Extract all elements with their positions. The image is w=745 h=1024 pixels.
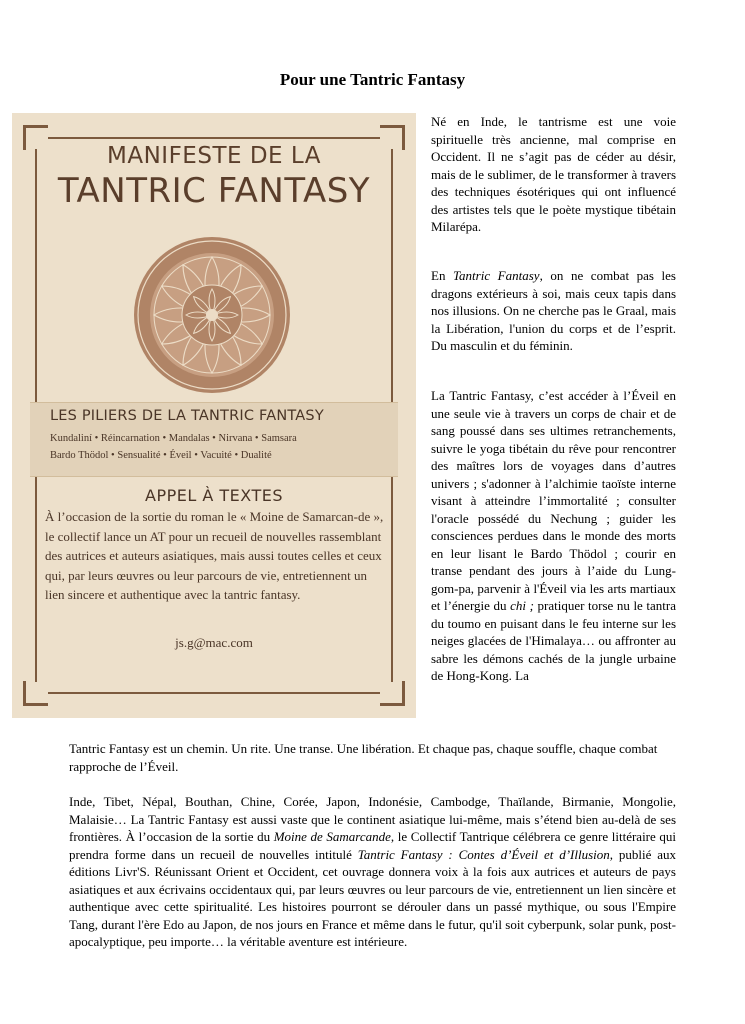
paragraph-collection bbox=[69, 793, 676, 951]
manifesto-poster bbox=[12, 113, 416, 718]
pillars-list-line1: Kundaliní • Réincarnation • Mandalas • Nirvana • Samsara bbox=[50, 433, 297, 444]
text-run-italic: chi ; bbox=[510, 598, 534, 613]
call-for-texts-title: APPEL À TEXTES bbox=[145, 486, 283, 505]
document-title: Pour une Tantric Fantasy bbox=[279, 70, 466, 89]
frame-corner-ornament-icon bbox=[23, 681, 48, 706]
poster-title-line2: TANTRIC FANTASY bbox=[57, 171, 371, 211]
text-run-italic: Tantric Fantasy bbox=[453, 268, 540, 283]
text-run-italic: Moine de Samarcande bbox=[273, 829, 391, 844]
text-run: , on ne combat pas les dragons extérieurs à soi, mais ceux tapis dans nos illusions. On ne cherche pas le Graal, mais la Libération, l'union du corps et de l’esprit. Du masculin et du féminin. bbox=[431, 268, 676, 353]
pillars-band bbox=[30, 402, 398, 477]
poster-frame-bottom bbox=[48, 692, 380, 694]
contact-email: js.g@mac.com bbox=[175, 635, 253, 650]
poster-title-line1: MANIFESTE DE LA bbox=[107, 143, 321, 169]
call-for-texts-body: À l’occasion de la sortie du roman le « Moine de Samarcan-de », le collectif lance un AT pour un recueil de nouvelles rassemblant des autrices et auteurs asiatiques, mais aussi toutes celles et ceux qui, par leurs œuvres ou leur parcours de vie, entretiennent un lien sincere et authentique avec la tantric fantasy. bbox=[45, 509, 384, 602]
text-run: pratiquer torse nu le tantra du toumo en puisant dans le feu interne sur les neiges glacées de l'Himalaya… ou affronter au sabre les démons cachés de la jungle urbaine de Hong-Kong. La bbox=[431, 598, 676, 683]
text-run: La Tantric Fantasy, c’est accéder à l’Éveil en une seule vie à travers un corps de chair et de sang poussé dans ses ultimes retranchements, suivre le yoga tibétain du rêve pour rencontrer des maîtres lors de voyages dans d’autres univers ; s'adonner à l’alchimie taoïste interne visant à atteindre l’immortalité ; consulter l'oracle possédé du Nechung ; guider les consciences perdues dans le monde des morts en leur lisant le Bardo Thödol ; courir en transe pendant des jours à l’aide du Lung-gom-pa, parvenir à l'Éveil via les arts martiaux et l’énergie du bbox=[431, 388, 676, 613]
poster-frame-top bbox=[48, 137, 380, 139]
text-run-italic: Tantric Fantasy : Contes d’Éveil et d’Illusion, bbox=[357, 846, 614, 862]
mandala-icon bbox=[132, 235, 292, 395]
pillars-list-line2: Bardo Thödol • Sensualité • Éveil • Vacuité • Dualité bbox=[50, 450, 272, 461]
pillars-title: LES PILIERS DE LA TANTRIC FANTASY bbox=[50, 408, 324, 424]
paragraph-intro: Né en Inde, le tantrisme est une voie spirituelle très ancienne, mal comprise en Occident. Il ne s’agit pas de céder au désir, mais de le sublimer, de le transformer à travers des techniques ésotériques qui ont influencé des artistes tels que le poète mystique tibétain Milarépa. bbox=[431, 114, 676, 234]
text-run: En bbox=[431, 268, 454, 283]
paragraph-path-continuation: Tantric Fantasy est un chemin. Un rite. Une transe. Une libération. Et chaque pas, chaque souffle, chaque combat rapproche de l’Éveil. bbox=[69, 741, 658, 774]
paragraph-path bbox=[431, 387, 676, 685]
text-run: publié aux éditions Livr'S. Réunissant Orient et Occident, cet ouvrage donnera voix à la fois aux autrices et auteurs de pays asiatiques et aux écrivains occidentaux qui, par leurs œuvres ou leur parcours de vie, entretiennent un lien sincère et authentique avec cette spiritualité. Les histoires pourront se dérouler dans un passé mythique, ou sous l'Empire Tang, durant l'ère Edo au Japon, de nos jours en France et même dans le futur, qu'il soit cyberpunk, solar punk, post-apocalyptique, peu importe… la véritable aventure est intérieure. bbox=[69, 846, 676, 949]
text-run: Inde, Tibet, Népal, Bouthan, Chine, Corée, Japon, Indonésie, Cambodge, Thaïlande, Birmanie, Mongolie, Malaisie… La Tantric Fantasy est aussi vaste que le continent asiatique lui-même, mais s’étend bien au-delà de ses frontières. À l’occasion de la sortie du bbox=[69, 794, 676, 844]
paragraph-combat bbox=[431, 267, 676, 355]
text-run: , le Collectif Tantrique célébrera ce genre littéraire qui prendra forme dans un recueil de nouvelles intitulé bbox=[69, 829, 676, 862]
frame-corner-ornament-icon bbox=[380, 681, 405, 706]
